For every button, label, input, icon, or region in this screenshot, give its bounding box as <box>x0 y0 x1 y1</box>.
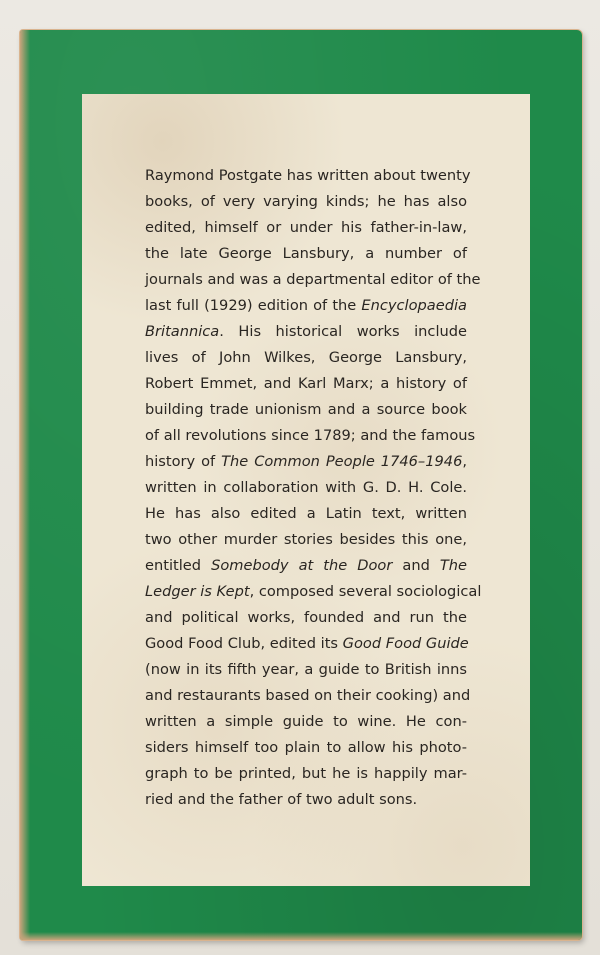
blurb-text: lives of John Wilkes, George Lansbury, <box>145 349 467 366</box>
blurb-italic-title: The <box>439 557 468 574</box>
blurb-text: Robert Emmet, and Karl Marx; a history of <box>145 375 467 392</box>
blurb-text: the late George Lansbury, a number of <box>145 245 467 262</box>
blurb-italic-title: Good Food Guide <box>342 635 469 652</box>
blurb-text: journals and was a departmental editor of the <box>145 271 481 288</box>
blurb-text: two other murder stories besides this one, <box>145 531 467 548</box>
blurb-text: siders himself too plain to allow his photo- <box>145 739 467 756</box>
blurb-text: written in collaboration with G. D. H. Cole. <box>145 479 467 496</box>
blurb-italic-title: Ledger is Kept <box>145 583 250 600</box>
blurb-line <box>145 293 467 319</box>
blurb-line <box>145 605 467 631</box>
blurb-line <box>145 345 467 371</box>
blurb-text: and <box>392 557 440 574</box>
blurb-line <box>145 241 467 267</box>
blurb-text: Good Food Club, edited its <box>145 635 343 652</box>
blurb-line <box>145 475 467 501</box>
cover-worn-edge-left <box>20 30 30 940</box>
blurb-line <box>145 189 467 215</box>
blurb-text: of all revolutions since 1789; and the famous <box>145 427 476 444</box>
blurb-text: last full (1929) edition of the <box>145 297 362 314</box>
blurb-line <box>145 761 467 787</box>
blurb-line <box>145 787 467 813</box>
blurb-italic-title: Encyclopaedia <box>361 297 467 314</box>
blurb-line <box>145 501 467 527</box>
blurb-line <box>145 631 467 657</box>
blurb-text: written a simple guide to wine. He con- <box>145 713 467 730</box>
blurb-line <box>145 163 471 189</box>
blurb-line <box>145 215 467 241</box>
blurb-panel <box>82 94 530 886</box>
blurb-italic-title: The Common People 1746–1946 <box>221 453 463 470</box>
blurb-text: ried and the father of two adult sons. <box>145 791 418 808</box>
blurb-line <box>145 553 467 579</box>
blurb-text: history of <box>145 453 222 470</box>
blurb-line <box>145 579 482 605</box>
blurb-line <box>145 319 467 345</box>
blurb-line <box>145 449 467 475</box>
blurb-text: He has also edited a Latin text, written <box>145 505 467 522</box>
blurb-line <box>145 267 481 293</box>
blurb-text: , <box>462 453 467 470</box>
blurb-text: entitled <box>145 557 212 574</box>
blurb-line <box>145 397 467 423</box>
blurb-text: and political works, founded and run the <box>145 609 467 626</box>
blurb-text: graph to be printed, but he is happily mar- <box>145 765 467 782</box>
blurb-line <box>145 709 467 735</box>
blurb-text: books, of very varying kinds; he has also <box>145 193 467 210</box>
blurb-text: (now in its fifth year, a guide to British inns <box>145 661 467 678</box>
author-biography-blurb <box>145 163 482 813</box>
cover-worn-edge-bottom <box>20 932 582 940</box>
blurb-text: edited, himself or under his father-in-law, <box>145 219 467 236</box>
blurb-text: and restaurants based on their cooking) and <box>145 687 471 704</box>
blurb-italic-title: Britannica <box>145 323 220 340</box>
blurb-line <box>145 371 467 397</box>
blurb-line <box>145 527 467 553</box>
blurb-italic-title: Somebody at the Door <box>211 557 393 574</box>
blurb-text: , composed several sociological <box>249 583 482 600</box>
blurb-line <box>145 657 467 683</box>
blurb-text: Raymond Postgate has written about twenty <box>145 167 471 184</box>
blurb-line <box>145 683 471 709</box>
blurb-text: . His historical works include <box>219 323 467 340</box>
blurb-line <box>145 423 476 449</box>
blurb-text: building trade unionism and a source book <box>145 401 467 418</box>
blurb-line <box>145 735 467 761</box>
